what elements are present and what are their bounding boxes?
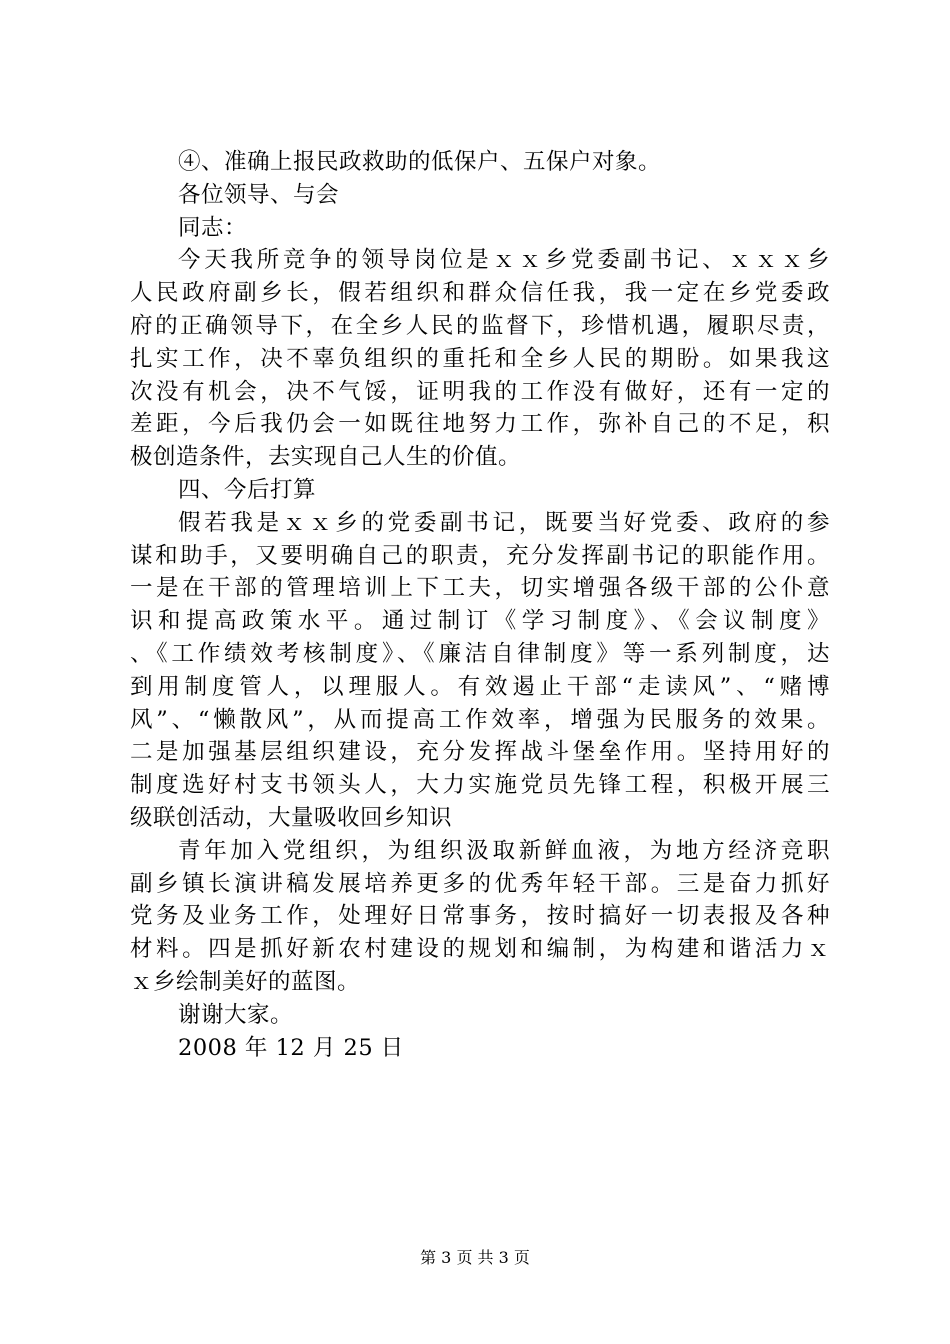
text-line: 极创造条件，去实现自己人生的价值。 bbox=[130, 444, 522, 471]
text-line: 四、今后打算 bbox=[178, 476, 317, 503]
text-line: 2008 年 12 月 25 日 bbox=[178, 1034, 404, 1061]
text-line: 次没有机会，决不气馁，证明我的工作没有做好，还有一定的 bbox=[130, 378, 830, 405]
page-footer: 第 3 页 共 3 页 bbox=[420, 1248, 530, 1267]
text-line: 副乡镇长演讲稿发展培养更多的优秀年轻干部。三是奋力抓好 bbox=[130, 870, 830, 897]
text-line: 到用制度管人，以理服人。有效遏止干部“走读风”、“赌博 bbox=[130, 673, 830, 700]
text-line: ｘ乡绘制美好的蓝图。 bbox=[130, 968, 361, 995]
text-line: ④、准确上报民政救助的低保户、五保户对象。 bbox=[178, 149, 662, 175]
text-line: 扎实工作，决不辜负组织的重托和全乡人民的期盼。如果我这 bbox=[130, 345, 830, 372]
text-line: 假若我是ｘｘ乡的党委副书记，既要当好党委、政府的参 bbox=[178, 509, 830, 536]
text-line: 级联创活动，大量吸收回乡知识 bbox=[130, 804, 453, 831]
text-line: 各位领导、与会 bbox=[178, 181, 340, 208]
text-line: 府的正确领导下，在全乡人民的监督下，珍惜机遇，履职尽责， bbox=[130, 312, 830, 339]
text-line: 、《工作绩效考核制度》、《廉洁自律制度》等一系列制度，达 bbox=[130, 640, 830, 667]
document-body bbox=[130, 146, 830, 1064]
text-line: 风”、“懒散风”，从而提高工作效率，增强为民服务的效果。 bbox=[130, 706, 830, 733]
text-line: 一是在干部的管理培训上下工夫，切实增强各级干部的公仆意 bbox=[130, 575, 830, 602]
text-line: 识和提高政策水平。通过制订《学习制度》、《会议制度》 bbox=[130, 608, 830, 635]
text-line: 差距，今后我仍会一如既往地努力工作，弥补自己的不足，积 bbox=[130, 411, 830, 438]
text-line: 今天我所竞争的领导岗位是ｘｘ乡党委副书记、ｘｘｘ乡 bbox=[178, 247, 830, 274]
text-line: 二是加强基层组织建设，充分发挥战斗堡垒作用。坚持用好的 bbox=[130, 739, 830, 766]
text-line: 人民政府副乡长，假若组织和群众信任我，我一定在乡党委政 bbox=[130, 280, 830, 307]
text-line: 谢谢大家。 bbox=[178, 1001, 294, 1028]
text-line: 谋和助手，又要明确自己的职责，充分发挥副书记的职能作用。 bbox=[130, 542, 830, 569]
text-line: 青年加入党组织，为组织汲取新鲜血液，为地方经济竞职 bbox=[178, 837, 830, 864]
text-line: 材料。四是抓好新农村建设的规划和编制，为构建和谐活力ｘ bbox=[130, 936, 830, 963]
text-line: 制度选好村支书领头人，大力实施党员先锋工程，积极开展三 bbox=[130, 772, 830, 799]
text-line: 党务及业务工作，处理好日常事务，按时搞好一切表报及各种 bbox=[130, 903, 830, 930]
text-line: 同志： bbox=[178, 214, 248, 241]
